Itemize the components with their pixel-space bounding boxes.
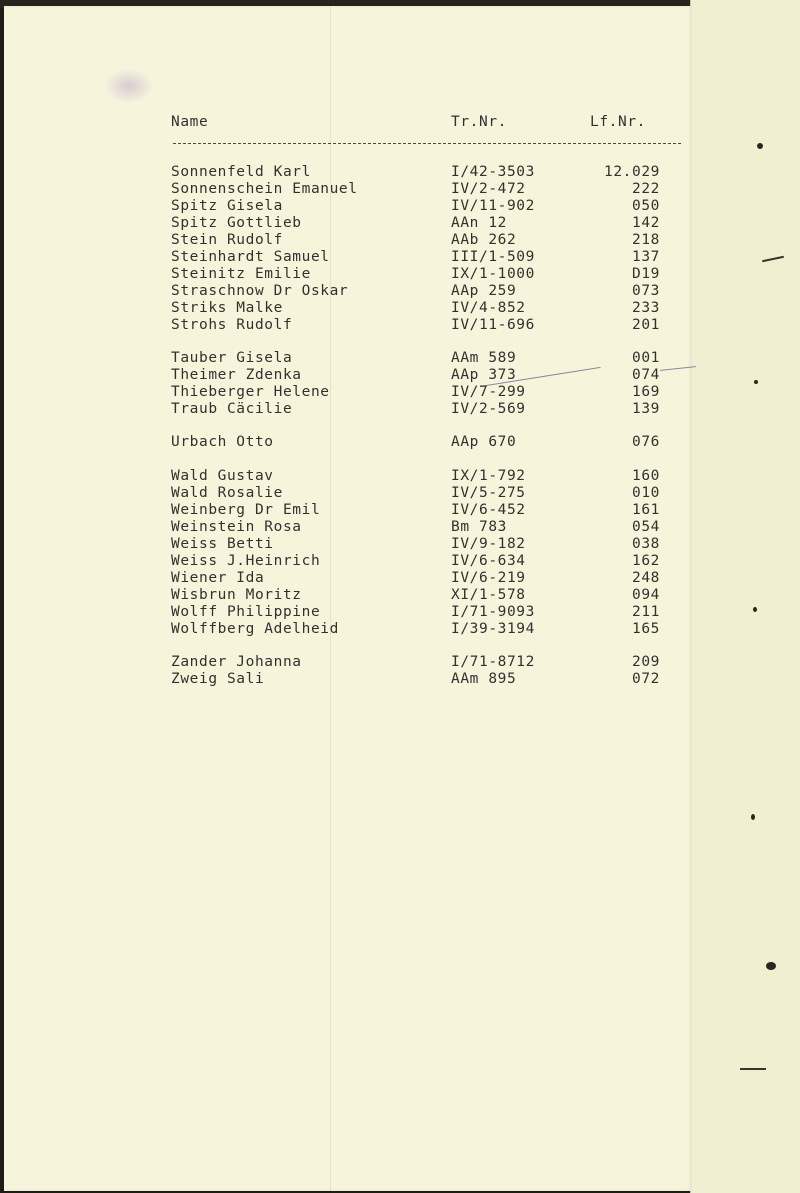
column-header-name: Name xyxy=(171,114,209,130)
table-row xyxy=(0,587,690,604)
transport-number: I/71-8712 xyxy=(451,654,535,670)
transport-number: IV/2-472 xyxy=(451,181,526,197)
person-name: Stein Rudolf xyxy=(171,232,283,248)
transport-number: I/42-3503 xyxy=(451,164,535,180)
serial-number: 010 xyxy=(632,485,660,501)
person-name: Weinstein Rosa xyxy=(171,519,302,535)
transport-number: IV/6-219 xyxy=(451,570,526,586)
underlying-page-edge xyxy=(690,0,800,1193)
table-row xyxy=(0,519,690,536)
serial-number: 169 xyxy=(632,384,660,400)
person-name: Zweig Sali xyxy=(171,671,265,687)
transport-number: III/1-509 xyxy=(451,249,535,265)
person-name: Striks Malke xyxy=(171,300,283,316)
transport-number: AAp 259 xyxy=(451,283,517,299)
table-row xyxy=(0,536,690,553)
person-name: Sonnenschein Emanuel xyxy=(171,181,358,197)
transport-number: I/71-9093 xyxy=(451,604,535,620)
table-row xyxy=(0,317,690,334)
person-name: Steinhardt Samuel xyxy=(171,249,330,265)
person-name: Wisbrun Moritz xyxy=(171,587,302,603)
serial-number: 233 xyxy=(632,300,660,316)
punch-hole-mark xyxy=(757,143,763,149)
serial-number: 074 xyxy=(632,367,660,383)
table-row xyxy=(0,232,690,249)
person-name: Weiss J.Heinrich xyxy=(171,553,321,569)
transport-number: IV/7-299 xyxy=(451,384,526,400)
punch-hole-mark xyxy=(751,814,755,820)
table-row xyxy=(0,384,690,401)
serial-number: 160 xyxy=(632,468,660,484)
person-name: Weinberg Dr Emil xyxy=(171,502,321,518)
serial-number: 211 xyxy=(632,604,660,620)
table-row xyxy=(0,570,690,587)
person-name: Spitz Gisela xyxy=(171,198,283,214)
transport-number: AAm 895 xyxy=(451,671,517,687)
person-name: Wald Rosalie xyxy=(171,485,283,501)
serial-number: 142 xyxy=(632,215,660,231)
serial-number: 222 xyxy=(632,181,660,197)
person-name: Sonnenfeld Karl xyxy=(171,164,311,180)
person-name: Wolff Philippine xyxy=(171,604,321,620)
transport-number: I/39-3194 xyxy=(451,621,535,637)
serial-number: 162 xyxy=(632,553,660,569)
transport-number: XI/1-578 xyxy=(451,587,526,603)
serial-number: 073 xyxy=(632,283,660,299)
transport-number: IV/5-275 xyxy=(451,485,526,501)
ink-smudge xyxy=(104,68,154,104)
serial-number: D19 xyxy=(632,266,660,282)
serial-number: 209 xyxy=(632,654,660,670)
table-row xyxy=(0,654,690,671)
serial-number: 072 xyxy=(632,671,660,687)
person-name: Wiener Ida xyxy=(171,570,265,586)
transport-number: IV/9-182 xyxy=(451,536,526,552)
person-name: Zander Johanna xyxy=(171,654,302,670)
column-header-lf-nr: Lf.Nr. xyxy=(590,114,646,130)
table-row xyxy=(0,671,690,688)
table-row xyxy=(0,249,690,266)
table-row xyxy=(0,468,690,485)
person-name: Spitz Gottlieb xyxy=(171,215,302,231)
serial-number: 201 xyxy=(632,317,660,333)
transport-number: AAp 373 xyxy=(451,367,517,383)
transport-number: IV/6-452 xyxy=(451,502,526,518)
serial-number: 165 xyxy=(632,621,660,637)
serial-number: 001 xyxy=(632,350,660,366)
person-name: Theimer Zdenka xyxy=(171,367,302,383)
table-row xyxy=(0,300,690,317)
table-row xyxy=(0,434,690,451)
table-row xyxy=(0,485,690,502)
table-row xyxy=(0,350,690,367)
serial-number: 248 xyxy=(632,570,660,586)
transport-number: IV/4-852 xyxy=(451,300,526,316)
table-row xyxy=(0,621,690,638)
serial-number: 12.029 xyxy=(604,164,660,180)
table-row xyxy=(0,164,690,181)
table-row xyxy=(0,283,690,300)
serial-number: 218 xyxy=(632,232,660,248)
transport-number: AAb 262 xyxy=(451,232,517,248)
header-separator-line xyxy=(173,131,681,144)
serial-number: 050 xyxy=(632,198,660,214)
table-row xyxy=(0,604,690,621)
person-name: Thieberger Helene xyxy=(171,384,330,400)
punch-hole-mark xyxy=(753,607,757,612)
transport-number: IV/11-696 xyxy=(451,317,535,333)
table-row xyxy=(0,367,690,384)
person-name: Tauber Gisela xyxy=(171,350,293,366)
punch-hole-mark xyxy=(754,380,758,384)
transport-number: IV/2-569 xyxy=(451,401,526,417)
table-row xyxy=(0,401,690,418)
serial-number: 038 xyxy=(632,536,660,552)
transport-number: AAp 670 xyxy=(451,434,517,450)
serial-number: 139 xyxy=(632,401,660,417)
table-row xyxy=(0,553,690,570)
person-name: Straschnow Dr Oskar xyxy=(171,283,349,299)
transport-number: Bm 783 xyxy=(451,519,507,535)
transport-number: IX/1-792 xyxy=(451,468,526,484)
table-row xyxy=(0,198,690,215)
table-row xyxy=(0,181,690,198)
pen-mark xyxy=(740,1068,766,1070)
transport-number: IX/1-1000 xyxy=(451,266,535,282)
person-name: Weiss Betti xyxy=(171,536,274,552)
table-row xyxy=(0,502,690,519)
person-name: Wolffberg Adelheid xyxy=(171,621,339,637)
person-name: Wald Gustav xyxy=(171,468,274,484)
punch-hole-mark xyxy=(766,962,776,970)
transport-number: IV/6-634 xyxy=(451,553,526,569)
table-row xyxy=(0,266,690,283)
serial-number: 076 xyxy=(632,434,660,450)
serial-number: 094 xyxy=(632,587,660,603)
serial-number: 137 xyxy=(632,249,660,265)
person-name: Urbach Otto xyxy=(171,434,274,450)
person-name: Steinitz Emilie xyxy=(171,266,311,282)
transport-number: IV/11-902 xyxy=(451,198,535,214)
person-name: Traub Cäcilie xyxy=(171,401,293,417)
person-name: Strohs Rudolf xyxy=(171,317,293,333)
table-row xyxy=(0,215,690,232)
serial-number: 161 xyxy=(632,502,660,518)
transport-number: AAn 12 xyxy=(451,215,507,231)
serial-number: 054 xyxy=(632,519,660,535)
column-header-tr-nr: Tr.Nr. xyxy=(451,114,507,130)
transport-number: AAm 589 xyxy=(451,350,517,366)
